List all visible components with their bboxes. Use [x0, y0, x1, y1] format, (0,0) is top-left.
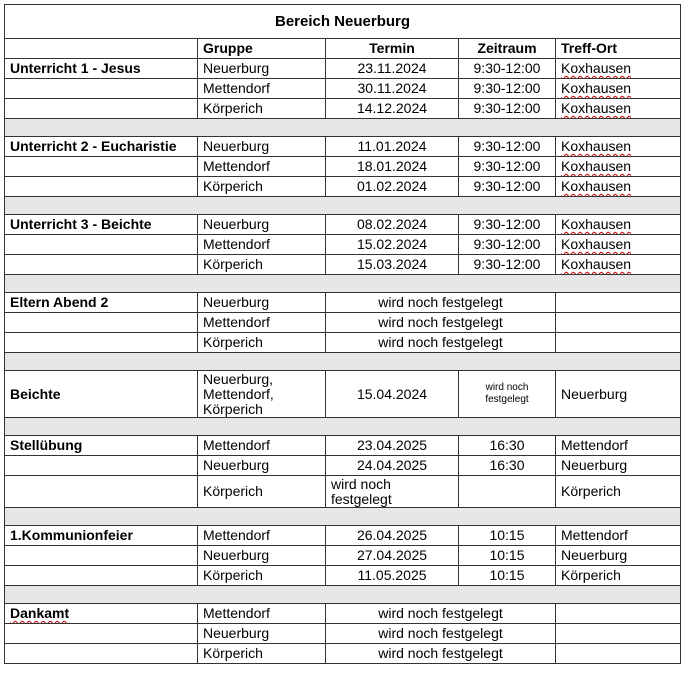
section-label: Unterricht 1 - Jesus — [5, 59, 198, 79]
cell-ort — [556, 313, 681, 333]
separator-cell — [5, 508, 681, 526]
cell-ort — [556, 177, 681, 197]
cell-ort — [556, 215, 681, 235]
cell-ort: Neuerburg — [556, 371, 681, 418]
cell-ort — [556, 644, 681, 664]
cell-gruppe: Mettendorf — [198, 79, 326, 99]
separator-row — [5, 508, 681, 526]
cell-gruppe: Körperich — [198, 476, 326, 508]
schedule-table — [4, 4, 681, 664]
cell-termin: 30.11.2024 — [326, 79, 459, 99]
cell-termin: 15.02.2024 — [326, 235, 459, 255]
cell-gruppe: Körperich — [198, 99, 326, 119]
table-row — [5, 99, 681, 119]
separator-cell — [5, 353, 681, 371]
cell-empty — [5, 566, 198, 586]
cell-termin: 14.12.2024 — [326, 99, 459, 119]
cell-ort — [556, 79, 681, 99]
cell-ort: Neuerburg — [556, 546, 681, 566]
cell-gruppe: Körperich — [198, 566, 326, 586]
cell-ort: Neuerburg — [556, 456, 681, 476]
cell-zeitraum: 9:30-12:00 — [459, 137, 556, 157]
cell-termin: 11.05.2025 — [326, 566, 459, 586]
separator-row — [5, 418, 681, 436]
separator-cell — [5, 197, 681, 215]
cell-ort — [556, 157, 681, 177]
separator-row — [5, 119, 681, 137]
cell-gruppe: Mettendorf — [198, 157, 326, 177]
cell-gruppe: Mettendorf — [198, 604, 326, 624]
section-label — [5, 604, 198, 624]
cell-ort-text: Koxhausen — [561, 216, 632, 232]
section-label: Eltern Abend 2 — [5, 293, 198, 313]
cell-termin: 24.04.2025 — [326, 456, 459, 476]
table-row — [5, 59, 681, 79]
table-row — [5, 624, 681, 644]
cell-ort — [556, 293, 681, 313]
cell-gruppe: Neuerburg — [198, 293, 326, 313]
section-label: Stellübung — [5, 436, 198, 456]
cell-termin: 15.04.2024 — [326, 371, 459, 418]
separator-row — [5, 353, 681, 371]
cell-empty — [5, 157, 198, 177]
cell-termin: 18.01.2024 — [326, 157, 459, 177]
cell-empty — [5, 177, 198, 197]
table-row — [5, 644, 681, 664]
separator-row — [5, 586, 681, 604]
cell-empty — [5, 99, 198, 119]
cell-empty — [5, 456, 198, 476]
table-row — [5, 79, 681, 99]
cell-gruppe: Mettendorf — [198, 235, 326, 255]
section-label: 1.Kommunionfeier — [5, 526, 198, 546]
separator-row — [5, 275, 681, 293]
cell-zeitraum: 10:15 — [459, 526, 556, 546]
section-label-text: Dankamt — [10, 605, 70, 621]
section-label: Unterricht 2 - Eucharistie — [5, 137, 198, 157]
cell-gruppe: Neuerburg — [198, 137, 326, 157]
table-title: Bereich Neuerburg — [5, 5, 681, 39]
cell-gruppe: Mettendorf — [198, 526, 326, 546]
cell-zeitraum: 9:30-12:00 — [459, 235, 556, 255]
separator-cell — [5, 119, 681, 137]
cell-zeitraum: 16:30 — [459, 436, 556, 456]
cell-zeitraum: wird noch festgelegt — [459, 371, 556, 418]
cell-zeitraum: 10:15 — [459, 566, 556, 586]
cell-gruppe: Körperich — [198, 644, 326, 664]
cell-empty — [5, 313, 198, 333]
cell-termin: wird noch festgelegt — [326, 293, 556, 313]
cell-termin: wird noch festgelegt — [326, 604, 556, 624]
cell-gruppe: Körperich — [198, 333, 326, 353]
cell-ort-text: Koxhausen — [561, 236, 632, 252]
section-label: Beichte — [5, 371, 198, 418]
cell-ort — [556, 137, 681, 157]
cell-empty — [5, 333, 198, 353]
cell-termin: wird noch festgelegt — [326, 313, 556, 333]
cell-ort — [556, 255, 681, 275]
table-row — [5, 235, 681, 255]
cell-empty — [5, 476, 198, 508]
cell-gruppe: Neuerburg, Mettendorf, Körperich — [198, 371, 326, 418]
cell-termin: 26.04.2025 — [326, 526, 459, 546]
title-row — [5, 5, 681, 39]
cell-gruppe: Mettendorf — [198, 436, 326, 456]
cell-ort — [556, 59, 681, 79]
table-row — [5, 436, 681, 456]
cell-zeitraum: 9:30-12:00 — [459, 215, 556, 235]
cell-termin: 08.02.2024 — [326, 215, 459, 235]
table-row — [5, 177, 681, 197]
cell-gruppe: Neuerburg — [198, 215, 326, 235]
cell-zeitraum: 9:30-12:00 — [459, 255, 556, 275]
header-row — [5, 39, 681, 59]
header-ort: Treff-Ort — [556, 39, 681, 59]
section-label: Unterricht 3 - Beichte — [5, 215, 198, 235]
table-row — [5, 371, 681, 418]
cell-ort — [556, 333, 681, 353]
table-row — [5, 546, 681, 566]
table-row — [5, 137, 681, 157]
cell-zeitraum — [459, 476, 556, 508]
cell-gruppe: Neuerburg — [198, 456, 326, 476]
table-row — [5, 604, 681, 624]
cell-termin: 15.03.2024 — [326, 255, 459, 275]
cell-termin: 01.02.2024 — [326, 177, 459, 197]
cell-ort: Mettendorf — [556, 436, 681, 456]
cell-zeitraum: 9:30-12:00 — [459, 79, 556, 99]
table-row — [5, 566, 681, 586]
cell-gruppe: Neuerburg — [198, 59, 326, 79]
cell-ort-text: Koxhausen — [561, 256, 632, 272]
cell-ort-text: Koxhausen — [561, 60, 632, 76]
cell-termin: wird noch festgelegt — [326, 333, 556, 353]
cell-empty — [5, 235, 198, 255]
separator-cell — [5, 586, 681, 604]
cell-empty — [5, 255, 198, 275]
cell-ort: Körperich — [556, 476, 681, 508]
cell-zeitraum: 9:30-12:00 — [459, 59, 556, 79]
cell-termin: wird noch festgelegt — [326, 624, 556, 644]
cell-ort: Mettendorf — [556, 526, 681, 546]
cell-gruppe: Körperich — [198, 255, 326, 275]
cell-zeitraum: 16:30 — [459, 456, 556, 476]
cell-ort-text: Koxhausen — [561, 138, 632, 154]
table-row — [5, 255, 681, 275]
cell-zeitraum: 9:30-12:00 — [459, 99, 556, 119]
cell-termin: wird noch festgelegt — [326, 644, 556, 664]
cell-ort-text: Koxhausen — [561, 178, 632, 194]
header-empty — [5, 39, 198, 59]
cell-termin: 27.04.2025 — [326, 546, 459, 566]
cell-ort — [556, 99, 681, 119]
separator-cell — [5, 275, 681, 293]
cell-empty — [5, 644, 198, 664]
table-row — [5, 313, 681, 333]
cell-gruppe: Mettendorf — [198, 313, 326, 333]
header-zeitraum: Zeitraum — [459, 39, 556, 59]
table-row — [5, 456, 681, 476]
cell-empty — [5, 624, 198, 644]
cell-ort-text: Koxhausen — [561, 158, 632, 174]
cell-zeitraum: 9:30-12:00 — [459, 157, 556, 177]
table-row — [5, 215, 681, 235]
cell-gruppe: Neuerburg — [198, 624, 326, 644]
cell-ort — [556, 624, 681, 644]
cell-empty — [5, 546, 198, 566]
cell-empty — [5, 79, 198, 99]
cell-ort: Körperich — [556, 566, 681, 586]
cell-zeitraum: 9:30-12:00 — [459, 177, 556, 197]
header-termin: Termin — [326, 39, 459, 59]
cell-gruppe: Körperich — [198, 177, 326, 197]
cell-ort — [556, 604, 681, 624]
table-row — [5, 333, 681, 353]
cell-ort-text: Koxhausen — [561, 100, 632, 116]
table-row — [5, 157, 681, 177]
cell-termin: 11.01.2024 — [326, 137, 459, 157]
cell-ort-text: Koxhausen — [561, 80, 632, 96]
separator-cell — [5, 418, 681, 436]
header-gruppe: Gruppe — [198, 39, 326, 59]
cell-gruppe: Neuerburg — [198, 546, 326, 566]
table-row — [5, 293, 681, 313]
cell-zeitraum: 10:15 — [459, 546, 556, 566]
table-row — [5, 476, 681, 508]
cell-termin: wird noch festgelegt — [326, 476, 459, 508]
table-row — [5, 526, 681, 546]
cell-termin: 23.11.2024 — [326, 59, 459, 79]
cell-ort — [556, 235, 681, 255]
cell-termin: 23.04.2025 — [326, 436, 459, 456]
separator-row — [5, 197, 681, 215]
